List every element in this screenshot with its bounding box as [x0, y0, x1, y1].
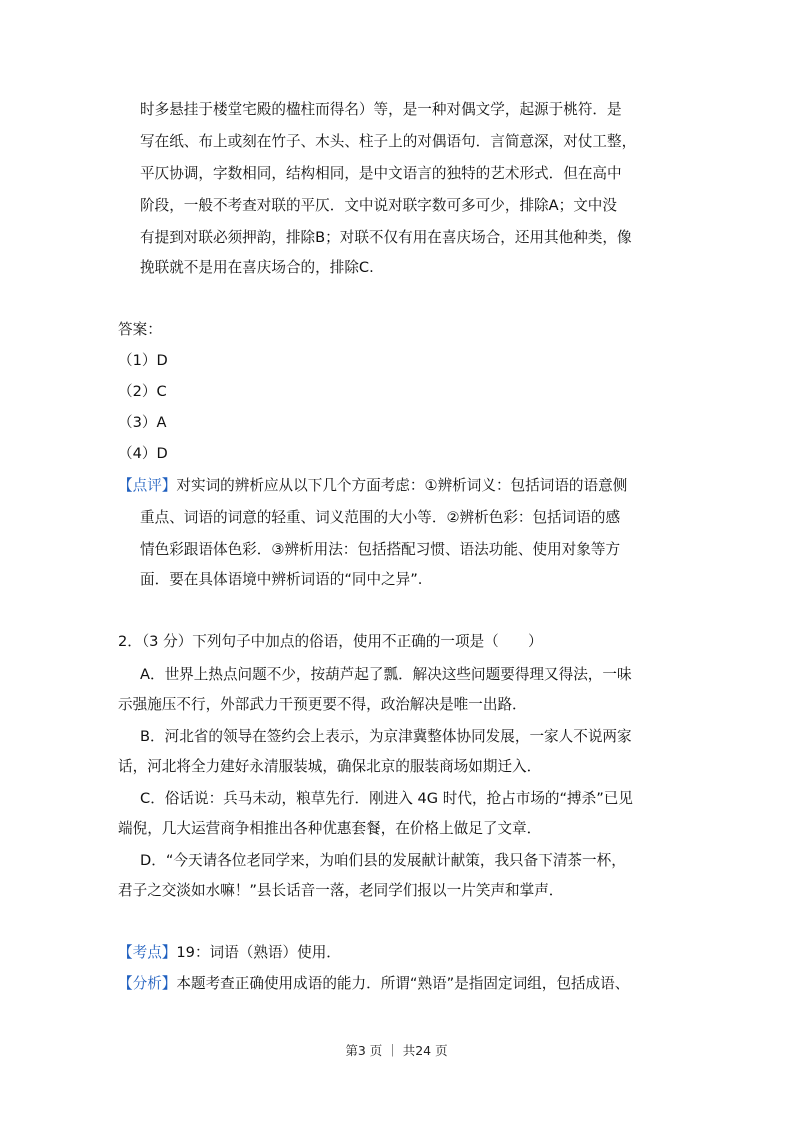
- comment-line: 面．要在具体语境中辨析词语的“同中之异”.: [140, 571, 423, 588]
- answers-heading: 答案：: [118, 321, 162, 338]
- option-c-line2: 端倪，几大运营商争相推出各种优惠套餐，在价格上做足了文章．: [118, 820, 542, 837]
- option-a-line2: 示强施压不行，外部武力干预更要不得，政治解决是唯一出路．: [118, 696, 527, 713]
- option-d-line1: D．“今天请各位老同学来，为咱们县的发展献计献策，我只备下清茶一杯，: [140, 852, 626, 869]
- explanation-line: 挽联就不是用在喜庆场合的，排除C.: [140, 259, 374, 276]
- fenxi-tag: 【分析】: [118, 975, 177, 992]
- answer-item: （1）D: [118, 352, 168, 369]
- option-d-line2: 君子之交淡如水嘛！”县长话音一落，老同学们报以一片笑声和掌声．: [118, 882, 564, 899]
- explanation-line: 时多悬挂于楼堂宅殿的楹柱而得名）等，是一种对偶文学，起源于桃符．是: [140, 101, 622, 118]
- kaodian-text: 19：词语（熟语）使用．: [176, 944, 341, 961]
- comment-tag: 【点评】: [118, 477, 177, 494]
- comment-line: 重点、词语的词意的轻重、词义范围的大小等．②辨析色彩：包括词语的感: [140, 509, 621, 526]
- option-a-line1: A．世界上热点问题不少，按葫芦起了瓢．解决这些问题要得理又得法，一味: [140, 666, 632, 683]
- explanation-line: 写在纸、布上或刻在竹子、木头、柱子上的对偶语句．言简意深，对仗工整，: [140, 133, 637, 150]
- option-b-line1: B．河北省的领导在签约会上表示，为京津冀整体协同发展，一家人不说两家: [140, 728, 632, 745]
- comment-line: 情色彩跟语体色彩．③辨析用法：包括搭配习惯、语法功能、使用对象等方: [140, 541, 621, 558]
- explanation-line: 平仄协调，字数相同，结构相同，是中文语言的独特的艺术形式．但在高中: [140, 165, 622, 182]
- answer-item: （2）C: [118, 383, 167, 400]
- page-footer: 第3 页 ｜ 共24 页: [345, 1043, 448, 1058]
- option-b-line2: 话，河北将全力建好永清服装城，确保北京的服装商场如期迁入．: [118, 758, 542, 775]
- comment-first-line: [118, 476, 627, 496]
- comment-text: 对实词的辨析应从以下几个方面考虑：①辨析词义：包括词语的语意侧: [176, 477, 628, 494]
- answer-item: （3）A: [118, 414, 167, 431]
- fenxi-line: [118, 974, 629, 994]
- kaodian-line: [118, 943, 341, 963]
- answer-item: （4）D: [118, 445, 168, 462]
- kaodian-tag: 【考点】: [118, 944, 177, 961]
- option-c-line1: C．俗话说：兵马未动，粮草先行．刚进入 4G 时代，抢占市场的“搏杀”已见: [140, 790, 633, 807]
- explanation-line: 有提到对联必须押韵，排除B；对联不仅有用在喜庆场合，还用其他种类，像: [140, 229, 632, 246]
- question-stem: 2．（3 分）下列句子中加点的俗语，使用不正确的一项是（ ）: [118, 633, 543, 650]
- explanation-line: 阶段，一般不考查对联的平仄．文中说对联字数可多可少，排除A；文中没: [140, 197, 617, 214]
- fenxi-text: 本题考查正确使用成语的能力．所谓“熟语”是指固定词组，包括成语、: [176, 975, 630, 992]
